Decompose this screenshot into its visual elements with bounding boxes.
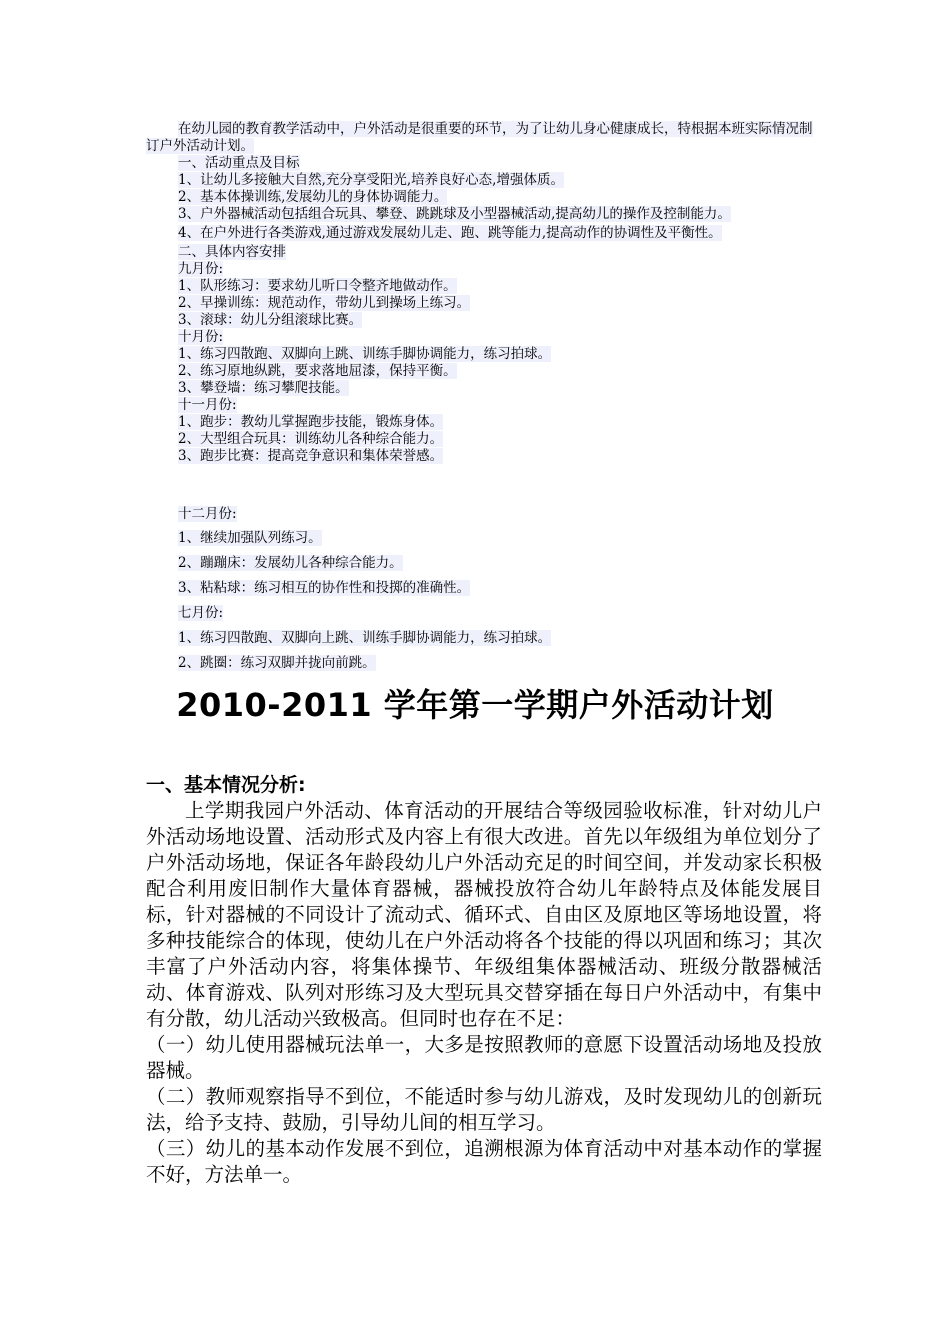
goal-item: 4、在户外进行各类游戏,通过游戏发展幼儿走、跑、跳等能力,提高动作的协调性及平衡性。: [178, 225, 722, 241]
month-item: 2、蹦蹦床：发展幼儿各种综合能力。: [178, 555, 403, 571]
month-item: 1、跑步：教幼儿掌握跑步技能，锻炼身体。: [178, 414, 444, 430]
activity-plan-section: [146, 121, 818, 465]
month-item: 2、跳圈：练习双脚并拢向前跳。: [178, 655, 376, 671]
month-item: 3、粘粘球：练习相互的协作性和投掷的准确性。: [178, 580, 471, 596]
section-heading-schedule: 二、具体内容安排: [178, 244, 286, 260]
month-item: 2、练习原地纵跳，要求落地屈漆，保持平衡。: [178, 363, 457, 379]
month-item: 1、继续加强队列练习。: [178, 530, 322, 546]
analysis-paragraph: 上学期我园户外活动、体育活动的开展结合等级园验收标准，针对幼儿户外活动场地设置、活动形式及内容上有很大改进。首先以年级组为单位划分了户外活动场地，保证各年龄段幼儿户外活动充足的时间空间，并发动家长积极配合利用废旧制作大量体育器械，器械投放符合幼儿年龄特点及体能发展目标，针对器械的不同设计了流动式、循环式、自由区及原地区等场地设置，将多种技能综合的体现，使幼儿在户外活动将各个技能的得以巩固和练习；其次丰富了户外活动内容，将集体操节、年级组集体器械活动、班级分散器械活动、体育游戏、队列对形练习及大型玩具交替穿插在每日户外活动中，有集中有分散，幼儿活动兴致极高。但同时也存在不足：: [146, 799, 822, 1030]
month-title: 十二月份:: [178, 506, 237, 522]
issue-item: （二）教师观察指导不到位，不能适时参与幼儿游戏，及时发现幼儿的创新玩法，给予支持、鼓励，引导幼儿间的相互学习。: [146, 1085, 822, 1134]
section-heading-goals: 一、活动重点及目标: [178, 155, 300, 171]
goal-item: 2、基本体操训练,发展幼儿的身体协调能力。: [178, 189, 448, 205]
month-item: 3、跑步比赛：提高竞争意识和集体荣誉感。: [178, 448, 444, 464]
month-item: 1、队形练习：要求幼儿听口令整齐地做动作。: [178, 278, 457, 294]
goal-item: 3、户外器械活动包括组合玩具、攀登、跳跳球及小型器械活动,提高幼儿的操作及控制能力。: [178, 206, 731, 222]
document-title: 2010-2011 学年第一学期户外活动计划: [176, 686, 774, 724]
month-title: 九月份:: [178, 261, 224, 277]
month-title: 十一月份:: [178, 397, 237, 413]
issue-item: （三）幼儿的基本动作发展不到位，追溯根源为体育活动中对基本动作的掌握不好，方法单一。: [146, 1137, 822, 1186]
intro-paragraph: 在幼儿园的教育教学活动中，户外活动是很重要的环节，为了让幼儿身心健康成长，特根据本班实际情况制订户外活动计划。: [146, 121, 813, 154]
month-item: 3、攀登墙：练习攀爬技能。: [178, 380, 349, 396]
month-item: 1、练习四散跑、双脚向上跳、训练手脚协调能力，练习拍球。: [178, 346, 552, 362]
month-item: 1、练习四散跑、双脚向上跳、训练手脚协调能力，练习拍球。: [178, 630, 552, 646]
month-item: 3、滚球：幼儿分组滚球比赛。: [178, 312, 363, 328]
month-title: 七月份:: [178, 605, 224, 621]
month-title: 十月份:: [178, 329, 224, 345]
goal-item: 1、让幼儿多接触大自然,充分享受阳光,培养良好心态,增强体质。: [178, 172, 564, 188]
issue-item: （一）幼儿使用器械玩法单一，大多是按照教师的意愿下设置活动场地及投放器械。: [146, 1033, 822, 1082]
analysis-heading: 一、基本情况分析:: [146, 774, 306, 796]
month-item: 2、大型组合玩具：训练幼儿各种综合能力。: [178, 431, 444, 447]
analysis-section: [146, 772, 822, 1188]
month-item: 2、早操训练：规范动作，带幼儿到操场上练习。: [178, 295, 471, 311]
